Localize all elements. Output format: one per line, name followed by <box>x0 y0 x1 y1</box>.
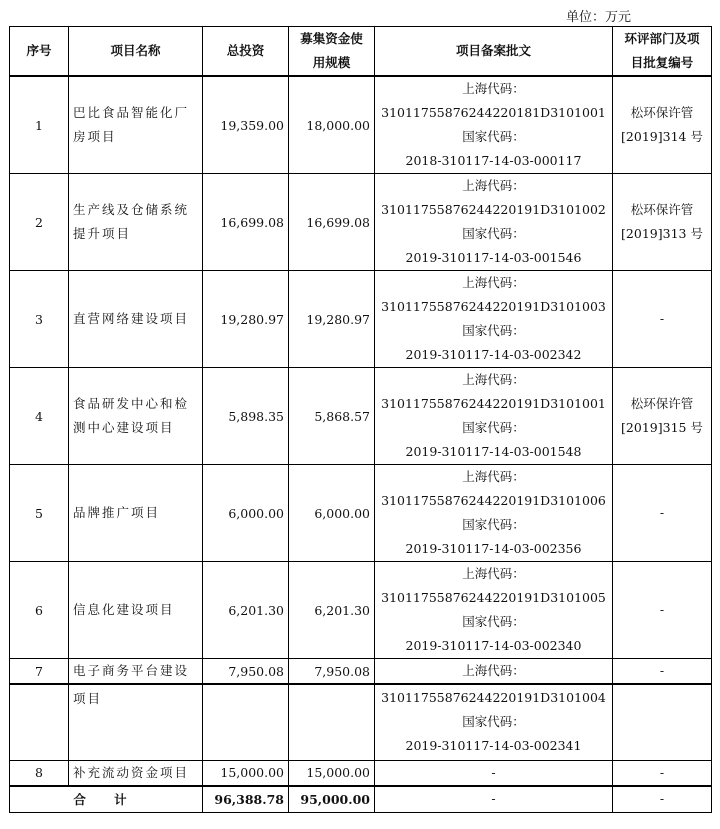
table-row-7b <box>10 684 712 760</box>
cell-total: 7,950.08 <box>203 659 289 685</box>
cell-raised: 19,280.97 <box>289 271 375 368</box>
cell-name: 补充流动资金项目 <box>69 760 203 786</box>
cell-name: 直营网络建设项目 <box>69 271 203 368</box>
env-line: 松环保许管 <box>630 105 694 120</box>
cell-env <box>613 465 712 562</box>
header-seq: 序号 <box>10 27 69 77</box>
approval-line: 2019-310117-14-03-001548 <box>405 444 582 459</box>
env-line: - <box>659 505 665 520</box>
header-total: 总投资 <box>203 27 289 77</box>
approval-line: 上海代码： <box>462 275 525 290</box>
approval-line: 国家代码： <box>462 614 525 629</box>
approval-line: 31011755876244220191D3101001 <box>381 396 606 411</box>
cell-approval: 上海代码： <box>375 659 613 685</box>
approval-line: 2019-310117-14-03-002341 <box>405 738 582 754</box>
cell-seq-empty <box>10 684 69 760</box>
cell-env <box>613 76 712 174</box>
cell-approval <box>375 174 613 271</box>
cell-name: 食品研发中心和检测中心建设项目 <box>69 368 203 465</box>
cell-approval <box>375 368 613 465</box>
cell-seq: 8 <box>10 760 69 786</box>
cell-env: - <box>613 760 712 786</box>
cell-approval <box>375 465 613 562</box>
cell-raised: 6,000.00 <box>289 465 375 562</box>
total-approval: - <box>375 786 613 813</box>
approval-line: 31011755876244220191D3101005 <box>381 590 606 605</box>
cell-approval: - <box>375 760 613 786</box>
unit-label: 单位：万元 <box>566 10 632 25</box>
env-line: [2019]315 号 <box>621 420 703 435</box>
cell-seq: 2 <box>10 174 69 271</box>
cell-seq: 7 <box>10 659 69 685</box>
table-row <box>10 562 712 659</box>
table-row <box>10 174 712 271</box>
cell-approval <box>375 271 613 368</box>
approval-line: 国家代码： <box>462 226 525 241</box>
cell-env <box>613 368 712 465</box>
approval-line: 国家代码： <box>462 323 525 338</box>
approval-line: 2019-310117-14-03-002356 <box>405 541 582 556</box>
cell-total: 19,359.00 <box>203 76 289 174</box>
total-raised: 95,000.00 <box>289 786 375 813</box>
header-raised-line2: 用规模 <box>312 55 351 70</box>
header-env-line2: 目批复编号 <box>630 55 694 70</box>
cell-raised: 6,201.30 <box>289 562 375 659</box>
total-row <box>10 786 712 813</box>
header-raised <box>289 27 375 77</box>
env-line: 松环保许管 <box>630 202 694 217</box>
cell-raised: 15,000.00 <box>289 760 375 786</box>
header-approval: 项目备案批文 <box>375 27 613 77</box>
cell-env <box>613 271 712 368</box>
cell-raised: 5,868.57 <box>289 368 375 465</box>
approval-line: 31011755876244220191D3101006 <box>381 493 606 508</box>
env-line: [2019]313 号 <box>621 226 703 241</box>
approval-line: 31011755876244220181D3101001 <box>381 105 606 120</box>
approval-line: 31011755876244220191D3101003 <box>381 299 606 314</box>
cell-env-empty <box>613 684 712 760</box>
cell-approval <box>375 76 613 174</box>
approval-line: 2018-310117-14-03-000117 <box>405 153 582 168</box>
cell-total: 16,699.08 <box>203 174 289 271</box>
cell-seq: 3 <box>10 271 69 368</box>
cell-raised-empty <box>289 684 375 760</box>
header-env-line1: 环评部门及项 <box>624 31 700 46</box>
table-row <box>10 760 712 786</box>
header-row <box>10 27 712 77</box>
header-raised-line1: 募集资金使 <box>300 31 363 46</box>
approval-line: 国家代码： <box>462 517 525 532</box>
cell-env <box>613 174 712 271</box>
approval-line: 国家代码： <box>462 129 525 144</box>
cell-seq: 5 <box>10 465 69 562</box>
cell-name: 生产线及仓储系统提升项目 <box>69 174 203 271</box>
approval-line: 31011755876244220191D3101002 <box>381 202 606 217</box>
cell-total: 6,000.00 <box>203 465 289 562</box>
approval-line: 上海代码： <box>462 372 525 387</box>
approval-line: 2019-310117-14-03-001546 <box>405 250 582 265</box>
total-env: - <box>613 786 712 813</box>
approval-line: 31011755876244220191D3101004 <box>381 690 606 706</box>
env-line: [2019]314 号 <box>621 129 703 144</box>
cell-total-empty <box>203 684 289 760</box>
table-row <box>10 76 712 174</box>
cell-env <box>613 562 712 659</box>
cell-seq: 4 <box>10 368 69 465</box>
approval-line: 上海代码： <box>462 566 525 581</box>
cell-approval <box>375 562 613 659</box>
cell-name: 巴比食品智能化厂房项目 <box>69 76 203 174</box>
approval-line: 上海代码： <box>462 178 525 193</box>
env-line: - <box>659 602 665 617</box>
approval-line: 上海代码： <box>462 469 525 484</box>
table-row <box>10 368 712 465</box>
header-name: 项目名称 <box>69 27 203 77</box>
cell-total: 5,898.35 <box>203 368 289 465</box>
total-investment: 96,388.78 <box>203 786 289 813</box>
approval-line: 上海代码： <box>462 81 525 96</box>
total-label: 合 计 <box>10 786 203 813</box>
table-row <box>10 465 712 562</box>
cell-name: 品牌推广项目 <box>69 465 203 562</box>
cell-name: 电子商务平台建设 <box>69 659 203 685</box>
approval-line: 2019-310117-14-03-002342 <box>405 347 582 362</box>
env-line: - <box>659 311 665 326</box>
env-line: 松环保许管 <box>630 396 694 411</box>
cell-seq: 1 <box>10 76 69 174</box>
cell-raised: 7,950.08 <box>289 659 375 685</box>
cell-raised: 16,699.08 <box>289 174 375 271</box>
cell-approval <box>375 684 613 760</box>
cell-name: 信息化建设项目 <box>69 562 203 659</box>
approval-line: 国家代码： <box>462 714 525 730</box>
cell-name: 项目 <box>69 684 203 760</box>
cell-total: 19,280.97 <box>203 271 289 368</box>
table-row-7a <box>10 659 712 685</box>
cell-total: 6,201.30 <box>203 562 289 659</box>
header-env <box>613 27 712 77</box>
approval-line: 国家代码： <box>462 420 525 435</box>
approval-line: 2019-310117-14-03-002340 <box>405 638 582 653</box>
cell-raised: 18,000.00 <box>289 76 375 174</box>
cell-seq: 6 <box>10 562 69 659</box>
table-row <box>10 271 712 368</box>
cell-total: 15,000.00 <box>203 760 289 786</box>
project-table <box>9 26 712 813</box>
cell-env: - <box>613 659 712 685</box>
